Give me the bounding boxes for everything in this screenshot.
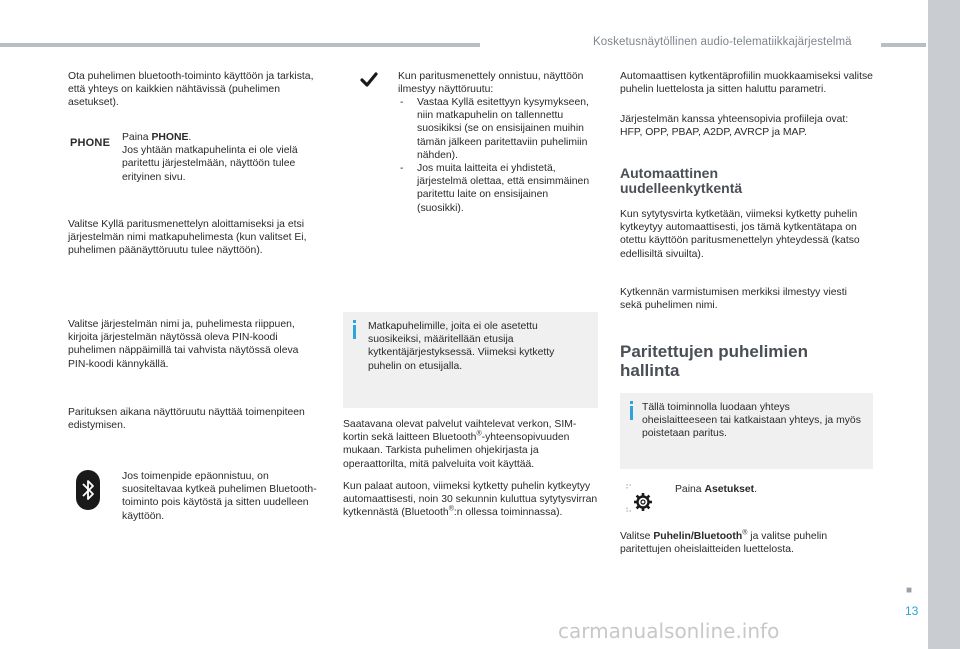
col2-paragraph-2 [343,480,598,520]
header-title: Kosketusnäytöllinen audio-telematiikkajärjestelmä [593,36,852,48]
registered-mark: ® [742,529,748,537]
registered-mark: ® [448,505,454,513]
header-rule-right [881,43,926,47]
heading-auto-reconnect-line2: uudelleenkytkentä [620,180,743,196]
col2-info-text: Matkapuhelimille, joita ei ole asetettu suosikeiksi, määritellään etusija kytkentäjärjestyksessä. Viimeksi kytketty puhelin on etusijalla. [368,321,555,372]
settings-press-key: Asetukset [704,484,755,495]
col3-settings-instruction [675,483,865,496]
heading-paired-phones-line1: Paritettujen puhelimien [620,342,808,361]
col1-bluetooth-note: Jos toimenpide epäonnistuu, on suositeltavaa kytkeä puhelimen Bluetooth-toiminto pois käytöstä ja sitten uudelleen käyttöön. [122,471,317,522]
col3-paragraph-4: Kytkennän varmistumisen merkiksi ilmestyy viesti sekä puhelimen nimi. [620,287,847,312]
page-number: 13 [905,604,919,618]
registered-mark: ® [476,430,482,438]
col3-info-text: Tällä toiminnolla luodaan yhteys oheislaitteeseen tai katkaistaan yhteys, ja myös poistetaan paritus. [642,402,861,440]
col1-paragraph-2: Valitse Kyllä paritusmenettelyn aloittamiseksi ja etsi järjestelmän nimi matkapuhelimesta (kun valitset Ei, puhelimen päänäyttöruutu tulee näyttöön). [68,219,307,257]
heading-paired-phones-line2: hallinta [620,361,680,380]
phone-press-key: PHONE [151,132,189,143]
col2-p2-part-a: Kun palaat autoon, viimeksi kytketty puhelin kytkeytyy automaattisesti, noin 30 sekunnin kuluttua sytytysvirran kytkennästä (Bluetooth [343,481,598,519]
list-item: - Vastaa Kyllä esitettyyn kysymykseen, niin matkapuhelin on tallennettu suosikiksi (se on ensisijainen muihin tämän jälkeen paritettaviin puhelimiin nähden). [398,96,593,162]
col2-success-intro: Kun paritusmenettely onnistuu, näyttöön ilmestyy näyttöruutu: [398,71,584,96]
settings-press-suffix: . [754,484,758,495]
select-key-bluetooth: Bluetooth [693,531,743,542]
col1-paragraph-1: Ota puhelimen bluetooth-toiminto käyttöön ja tarkista, että yhteys on kaikkien nähtävissä (puhelimen asetukset). [68,71,314,109]
heading-auto-reconnect [620,166,742,196]
header-rule-left [0,43,480,47]
list-item: - Jos muita laitteita ei yhdistetä, järjestelmä olettaa, että ensimmäinen paritettu laite on ensisijainen (suosikki). [398,162,593,215]
phone-key-icon: PHONE [70,137,111,149]
heading-auto-reconnect-line1: Automaattinen [620,165,718,181]
settings-press-prefix: Paina [675,484,705,495]
col1-paragraph-3: Valitse järjestelmän nimi ja, puhelimesta riippuen, kirjoita järjestelmän näytössä oleva PIN-koodi puhelimen näppäimillä tai vahvista näytössä oleva PIN-koodi kännykällä. [68,319,299,370]
info-icon [630,401,633,404]
col2-p2-part-b: :n ollessa toiminnassa). [453,507,563,519]
col3-select-instruction [620,530,875,556]
select-suffix: ja valitse puhelin paritettujen oheislaitteiden luettelosta. [620,531,828,556]
col3-paragraph-3: Kun sytytysvirta kytketään, viimeksi kytketty puhelin kytkeytyy automaattisesti, jos tämä kytkentätapa on otettu käyttöön paritusmenettelyn yhteydessä (katso edellisiltä sivuilta). [620,209,860,260]
col3-paragraph-1: Automaattisen kytkentäprofiilin muokkaamiseksi valitse puhelin luettelosta ja sitten haluttu parametri. [620,71,873,96]
bluetooth-icon [76,470,100,510]
page-edge-tab [928,0,960,649]
phone-press-suffix: . [188,132,192,143]
col2-p1-part-b: -yhteensopivuuden mukaan. Tarkista puhelimen ohjekirjasta ja operaattorilta, mitä palveluita voit käyttää. [343,432,570,470]
info-icon [353,320,356,323]
phone-note: Jos yhtään matkapuhelinta ei ole vielä paritettu järjestelmään, näyttöön tulee erityinen sivu. [122,145,298,183]
phone-press-prefix: Paina [122,132,152,143]
col3-paragraph-2: Järjestelmän kanssa yhteensopivia profiileja ovat: HFP, OPP, PBAP, A2DP, AVRCP ja MAP. [620,114,849,139]
info-icon-bar [353,325,356,339]
col2-paragraph-1 [343,418,598,471]
info-icon-bar [630,406,633,420]
col1-paragraph-4: Parituksen aikana näyttöruutu näyttää toimenpiteen edistymisen. [68,407,305,432]
col2-success-list [398,96,593,215]
next-page-marker: ■ [906,585,913,596]
select-key-phone: Puhelin [653,531,691,542]
settings-gear-icon [625,483,655,513]
col1-phone-instruction [122,131,322,184]
col2-p1-part-a: Saatavana olevat palvelut vaihtelevat verkon, SIM-kortin sekä laitteen Bluetooth [343,419,577,444]
select-separator: / [690,531,694,542]
heading-paired-phones [620,342,808,380]
check-icon [360,72,378,88]
watermark-text: carmanualsonline.info [558,619,780,643]
select-prefix: Valitse [620,531,654,542]
